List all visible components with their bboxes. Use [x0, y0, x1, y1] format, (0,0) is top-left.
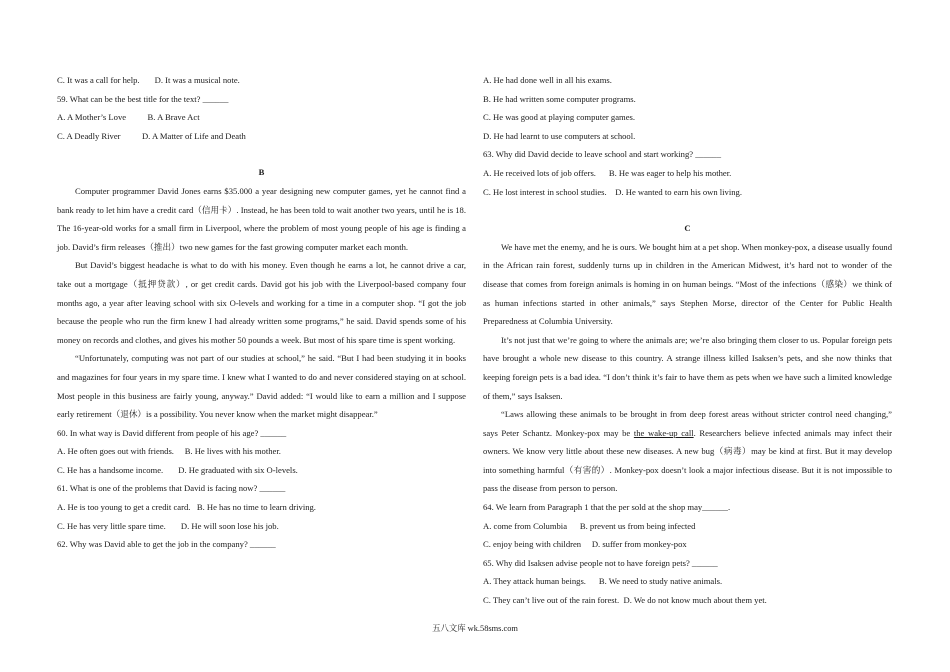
q58-options-cd: C. It was a call for help. D. It was a musical note.	[57, 75, 240, 85]
q64-options-cd: C. enjoy being with children D. suffer from monkey-pox	[483, 539, 687, 550]
q65-options-cd: C. They can’t live out of the rain forest. D. We do not know much about them yet.	[483, 595, 767, 606]
section-b-title: B	[258, 167, 265, 178]
question-62: 62. Why was David able to get the job in the company? ______	[57, 539, 276, 550]
passage-c-paragraph-3	[483, 405, 892, 498]
left-column	[57, 71, 466, 554]
right-column	[483, 71, 892, 610]
passage-c-paragraph-1: We have met the enemy, and he is ours. We bought him at a pet shop. When monkey-pox, a disease usually found in the African rain forest, suddenly turns up in children in the American Midwest, it’s hard not to wonder of the disease that comes from foreign animals is homing in on human beings. “Most of the infections（感染）we think of as human infections started in other animals,” says Stephen Morse, director of the Center for Public Health Preparedness at Columbia University.	[483, 241, 892, 327]
question-64: 64. We learn from Paragraph 1 that the per sold at the shop may______.	[483, 502, 731, 513]
q64-options-ab: A. come from Columbia B. prevent us from being infected	[483, 520, 696, 531]
question-60: 60. In what way is David different from people of his age? ______	[57, 427, 287, 438]
section-c-title: C	[684, 223, 691, 234]
passage-b-paragraph-1: Computer programmer David Jones earns $35.000 a year designing new computer games, yet he cannot find a bank ready to let him have a credit card（信用卡）. Instead, he has been told to wait another two years, until he is 18. The 16-year-old works for a small firm in Liverpool, where the problem of most young people of his age is finding a job. David’s firm releases（推出）two new games for the fast growing computer market each month.	[57, 185, 466, 252]
passage-b-paragraph-3: “Unfortunately, computing was not part of our studies at school,” he said. “But I had been studying it in books and magazines for four years in my spare time. I knew what I wanted to do and never considered staying on at school. Most people in this business are fairly young, anyway.” David added: “I would like to earn a million and I suppose early retirement（退休）is a possibility. You never know when the market might disappear.”	[57, 353, 466, 420]
p3-text-before: “Laws allowing these animals to be brought in from deep forest areas without stricter control need changing,” says Peter Schantz. Monkey-pox may be	[483, 409, 892, 438]
passage-b-paragraph-2: But David’s biggest headache is what to do with his money. Even though he earns a lot, he cannot drive a car, take out a mortgage（抵押贷款）, or get credit cards. David got his job with the Liverpool-based company four months ago, a year after leaving school with six O-levels and working for a time in a computer shop. “I got the job because the people who run the firm knew I had already written some programs,” he said. David spends some of his money on records and clothes, and gives his mother 50 pounds a week. But most of his spare time is spent working.	[57, 260, 466, 345]
q65-options-ab: A. They attack human beings. B. We need to study native animals.	[483, 576, 723, 587]
passage-c-paragraph-2: It’s not just that we’re going to where the animals are; we’re also bringing them closer to us. Popular foreign pets have brought a whole new disease to this country. A strange illness killed Isaksen’s pets, and she now thinks that keeping foreign pets is a bad idea. “I don’t think it’s fair to have them as pets when we have such a limited knowledge of them,” says Isaksen.	[483, 334, 892, 401]
q59-options-ab: A. A Mother’s Love B. A Brave Act	[57, 112, 200, 123]
q59-options-cd: C. A Deadly River D. A Matter of Life and Death	[57, 130, 246, 141]
q60-options-ab: A. He often goes out with friends. B. He lives with his mother.	[57, 446, 281, 457]
q61-options-cd: C. He has very little spare time. D. He will soon lose his job.	[57, 520, 279, 531]
q63-options-ab: A. He received lots of job offers. B. He was eager to help his mother.	[483, 167, 732, 178]
q63-options-cd: C. He lost interest in school studies. D. He wanted to earn his own living.	[483, 186, 742, 197]
question-59: 59. What can be the best title for the text? ______	[57, 93, 229, 104]
q62-option-c: C. He was good at playing computer games.	[483, 112, 636, 123]
question-61: 61. What is one of the problems that David is facing now? ______	[57, 483, 286, 494]
p3-text-after: . Researchers believe infected animals may infect their owners. We know very little about these new diseases. A new bug（病毒）may be kind at first. But it may develop into something harmful（有害的）. Monkey-pox doesn’t look a major infectious disease. But it is not impossible to pass the disease from person to person.	[483, 427, 892, 494]
q62-option-d: D. He had learnt to use computers at school.	[483, 130, 636, 141]
question-63: 63. Why did David decide to leave school and start working? ______	[483, 149, 722, 160]
page-footer: 五八文库 wk.58sms.com	[432, 624, 518, 633]
q60-options-cd: C. He has a handsome income. D. He graduated with six O-levels.	[57, 464, 298, 475]
q62-option-b: B. He had written some computer programs.	[483, 93, 636, 104]
question-65: 65. Why did Isaksen advise people not to have foreign pets? ______	[483, 557, 718, 568]
q61-options-ab: A. He is too young to get a credit card. B. He has no time to learn driving.	[57, 502, 316, 513]
wake-up-call-underlined: the wake-up call	[633, 427, 694, 438]
q62-option-a: A. He had done well in all his exams.	[483, 75, 612, 85]
